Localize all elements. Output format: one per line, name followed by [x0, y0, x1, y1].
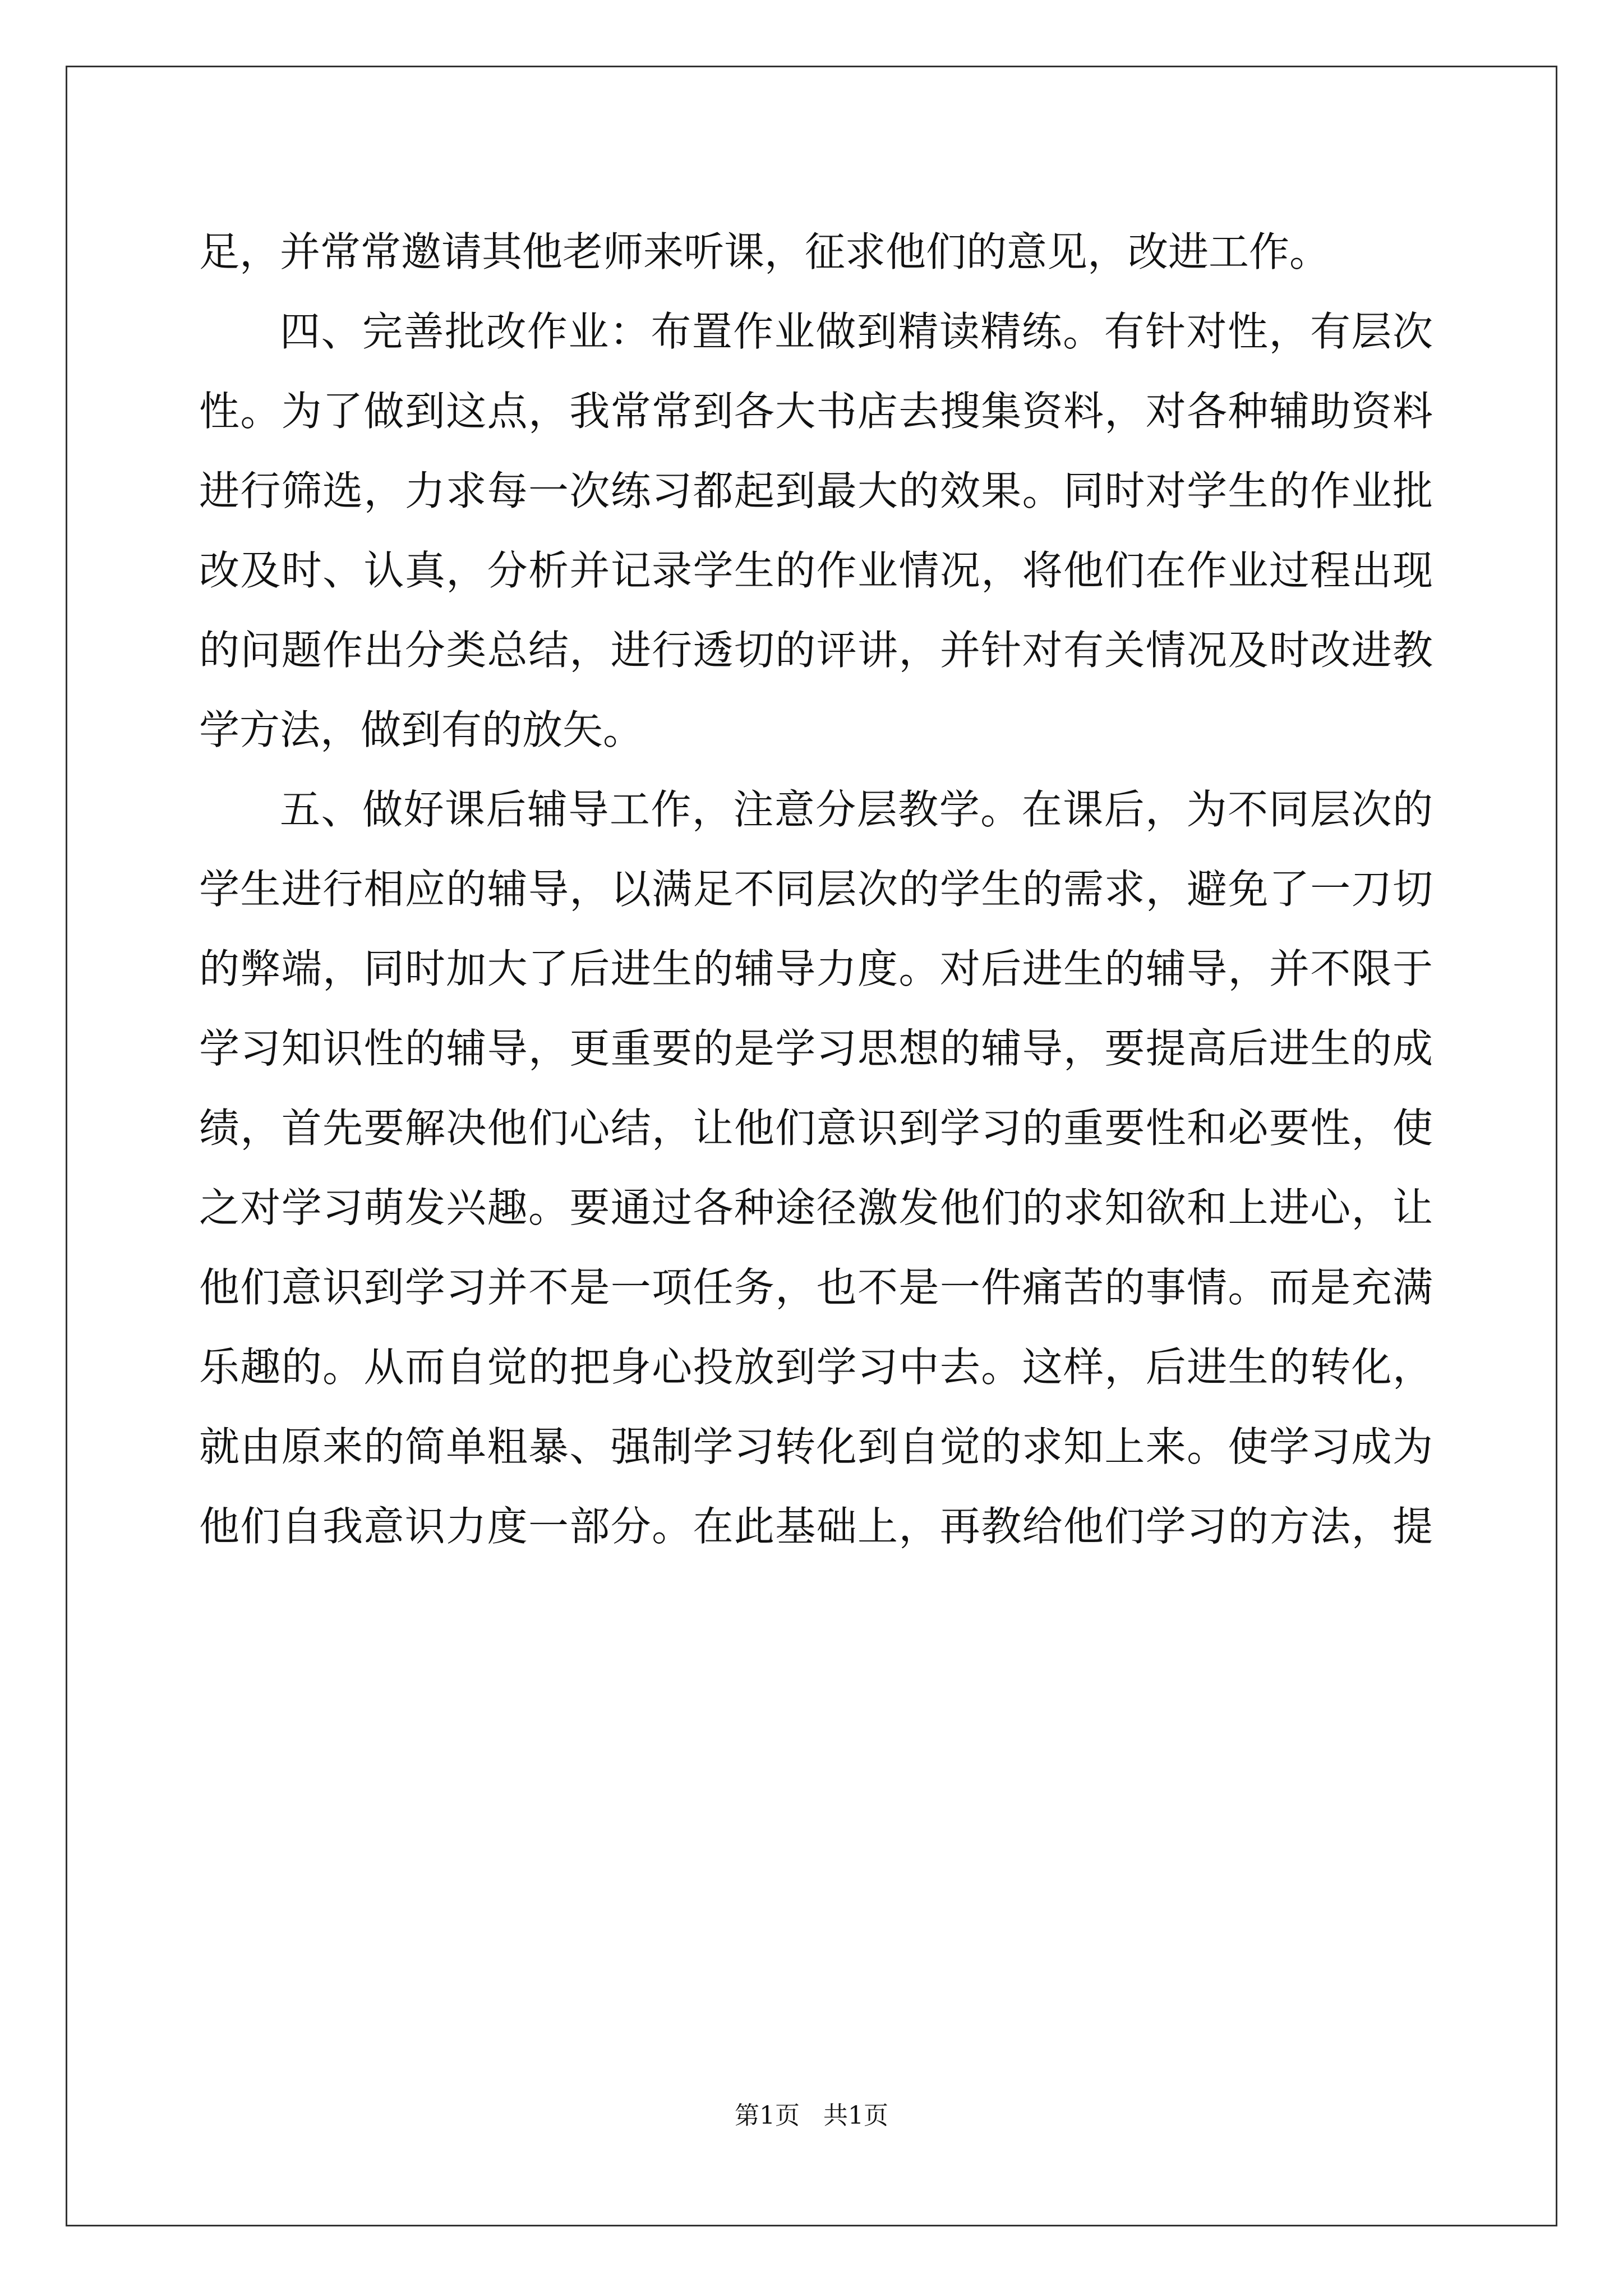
text-line: 学方法，做到有的放矢。 [199, 706, 644, 753]
text-line: 绩，首先要解决他们心结，让他们意识到学习的重要性和必要性，使 [199, 1105, 1433, 1152]
text-line: 的问题作出分类总结，进行透切的评讲，并针对有关情况及时改进教 [199, 627, 1433, 674]
text-line: 就由原来的简单粗暴、强制学习转化到自觉的求知上来。使学习成为 [199, 1423, 1433, 1470]
text-line: 之对学习萌发兴趣。要通过各种途径激发他们的求知欲和上进心，让 [199, 1184, 1433, 1231]
text-line: 的弊端，同时加大了后进生的辅导力度。对后进生的辅导，并不限于 [199, 945, 1433, 992]
text-line: 进行筛选，力求每一次练习都起到最大的效果。同时对学生的作业批 [199, 467, 1433, 514]
text-line: 乐趣的。从而自觉的把身心投放到学习中去。这样，后进生的转化， [199, 1343, 1433, 1391]
document-body [199, 212, 1433, 1566]
text-line: 学习知识性的辅导，更重要的是学习思想的辅导，要提高后进生的成 [199, 1025, 1433, 1072]
text-line: 性。为了做到这点，我常常到各大书店去搜集资料，对各种辅助资料 [199, 388, 1433, 435]
text-line: 四、完善批改作业：布置作业做到精读精练。有针对性，有层次 [280, 308, 1433, 355]
text-line: 五、做好课后辅导工作，注意分层教学。在课后，为不同层次的 [280, 786, 1433, 833]
page-footer: 第1页 共1页 [735, 2101, 888, 2130]
text-line: 他们意识到学习并不是一项任务，也不是一件痛苦的事情。而是充满 [199, 1264, 1433, 1311]
text-line: 改及时、认真，分析并记录学生的作业情况，将他们在作业过程出现 [199, 547, 1433, 594]
text-line: 足，并常常邀请其他老师来听课，征求他们的意见，改进工作。 [199, 228, 1330, 275]
text-line: 他们自我意识力度一部分。在此基础上，再教给他们学习的方法，提 [199, 1503, 1433, 1550]
text-line: 学生进行相应的辅导，以满足不同层次的学生的需求，避免了一刀切 [199, 866, 1433, 913]
